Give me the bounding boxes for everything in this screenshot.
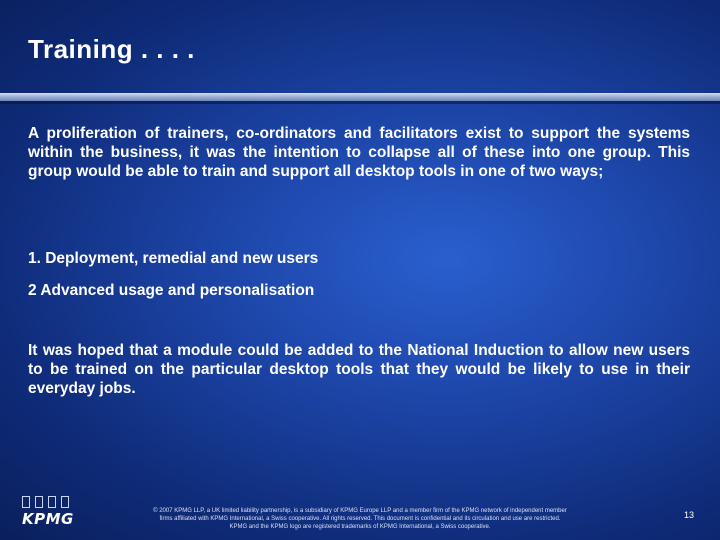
induction-paragraph: It was hoped that a module could be added to the National Induction to allow new users to be trained on the particular desktop tools that they would be likely to use in their everyday jobs. bbox=[28, 342, 690, 397]
title-divider-shadow bbox=[0, 101, 720, 104]
copyright-line: © 2007 KPMG LLP, a UK limited liability partnership, is a subsidiary of KPMG Europe LLP and a member firm of the KPMG network of independent member bbox=[153, 508, 567, 514]
copyright-line: firms affiliated with KPMG International, a Swiss cooperative. All rights reserved. This document is confidential and its circulation and use are restricted. bbox=[159, 516, 561, 522]
kpmg-logo bbox=[22, 496, 80, 532]
list-item-advanced-usage: 2 Advanced usage and personalisation bbox=[28, 282, 315, 299]
kpmg-logo-bars bbox=[22, 496, 80, 508]
slide-title: Training . . . . bbox=[28, 34, 195, 64]
intro-paragraph: A proliferation of trainers, co-ordinators and facilitators exist to support the systems within the business, it was the intention to collapse all of these into one group. This group would be able to train and support all desktop tools in one of two ways; bbox=[28, 125, 690, 180]
copyright-notice bbox=[112, 507, 608, 531]
title-divider bbox=[0, 93, 720, 101]
kpmg-logo-text: KPMG bbox=[22, 510, 74, 528]
copyright-line: KPMG and the KPMG logo are registered trademarks of KPMG International, a Swiss cooperative. bbox=[229, 524, 491, 530]
list-item-deployment: 1. Deployment, remedial and new users bbox=[28, 250, 319, 267]
page-number: 13 bbox=[683, 510, 694, 520]
